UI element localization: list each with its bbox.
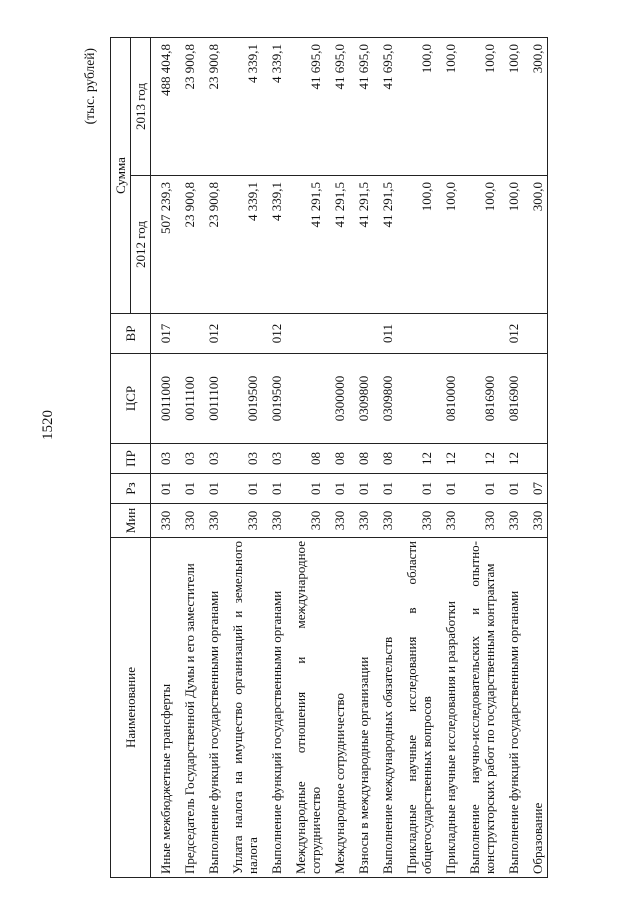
row-vr [436,314,460,354]
row-value-2013: 23 900,8 [199,38,223,176]
header-min: Мин [111,504,151,538]
row-csr: 0300000 [325,354,349,444]
header-pr: ПР [111,444,151,474]
row-min: 330 [223,504,262,538]
header-year-2013: 2013 год [131,38,151,176]
row-min: 330 [436,504,460,538]
row-pr: 08 [349,444,373,474]
header-name: Наименование [111,538,151,878]
row-min: 330 [175,504,199,538]
table-header [111,38,151,878]
row-value-2013: 41 695,0 [286,38,325,176]
row-pr: 08 [373,444,397,474]
table-row [175,38,199,878]
table-row [523,38,548,878]
row-value-2013: 100,0 [436,38,460,176]
table-row [223,38,262,878]
row-rz: 01 [349,474,373,504]
row-rz: 01 [262,474,286,504]
row-min: 330 [397,504,436,538]
table-row [499,38,523,878]
row-csr: 0816900 [499,354,523,444]
row-csr: 0011100 [199,354,223,444]
row-value-2012: 100,0 [397,176,436,314]
row-value-2012: 507 239,3 [151,176,176,314]
row-vr: 011 [373,314,397,354]
row-vr: 017 [151,314,176,354]
row-csr: 0309800 [349,354,373,444]
row-min: 330 [460,504,499,538]
row-name: Взносы в международные организации [349,538,373,878]
table-row [286,38,325,878]
row-min: 330 [325,504,349,538]
row-pr [523,444,548,474]
row-csr [523,354,548,444]
row-value-2013: 41 695,0 [349,38,373,176]
row-min: 330 [349,504,373,538]
row-value-2013: 23 900,8 [175,38,199,176]
row-csr: 0810000 [436,354,460,444]
header-vr: ВР [111,314,151,354]
row-rz: 01 [286,474,325,504]
row-rz: 01 [397,474,436,504]
row-name: Выполнение функций государственными органами [499,538,523,878]
row-vr [460,314,499,354]
row-name: Прикладные научные исследования в области общегосударственных вопросов [397,538,436,878]
row-value-2013: 488 404,8 [151,38,176,176]
row-name: Образование [523,538,548,878]
row-pr: 08 [286,444,325,474]
row-min: 330 [373,504,397,538]
row-value-2013: 300,0 [523,38,548,176]
table-row [349,38,373,878]
row-vr: 012 [199,314,223,354]
row-min: 330 [199,504,223,538]
budget-table [110,37,548,878]
row-name: Выполнение международных обязательств [373,538,397,878]
row-min: 330 [523,504,548,538]
row-csr: 0011000 [151,354,176,444]
row-vr [223,314,262,354]
row-value-2013: 100,0 [397,38,436,176]
row-value-2013: 100,0 [499,38,523,176]
row-value-2012: 41 291,5 [286,176,325,314]
row-pr: 08 [325,444,349,474]
row-value-2013: 4 339,1 [262,38,286,176]
row-vr [175,314,199,354]
row-csr: 0816900 [460,354,499,444]
table-row [151,38,176,878]
row-pr: 12 [397,444,436,474]
row-rz: 01 [499,474,523,504]
row-csr [286,354,325,444]
table-row [199,38,223,878]
row-value-2012: 4 339,1 [223,176,262,314]
row-name: Международные отношения и международное сотрудничество [286,538,325,878]
row-csr: 0011100 [175,354,199,444]
row-min: 330 [286,504,325,538]
row-value-2012: 41 291,5 [373,176,397,314]
header-sum: Сумма [111,38,131,314]
row-min: 330 [151,504,176,538]
table-row [325,38,349,878]
row-name: Выполнение научно-исследовательских и опытно-конструкторских работ по государственным контрактам [460,538,499,878]
row-csr: 0019500 [262,354,286,444]
row-rz: 01 [460,474,499,504]
table-body [151,38,548,878]
row-value-2013: 41 695,0 [325,38,349,176]
row-csr: 0309800 [373,354,397,444]
row-value-2012: 300,0 [523,176,548,314]
row-value-2012: 4 339,1 [262,176,286,314]
table-row [373,38,397,878]
row-min: 330 [262,504,286,538]
row-vr [286,314,325,354]
row-value-2012: 41 291,5 [325,176,349,314]
row-rz: 01 [199,474,223,504]
row-min: 330 [499,504,523,538]
header-year-2012: 2012 год [131,176,151,314]
row-name: Международное сотрудничество [325,538,349,878]
row-name: Выполнение функций государственными органами [262,538,286,878]
row-value-2012: 41 291,5 [349,176,373,314]
row-csr [397,354,436,444]
row-value-2013: 4 339,1 [223,38,262,176]
row-pr: 03 [223,444,262,474]
table-row [262,38,286,878]
rotated-content [76,38,622,878]
page-number: 1520 [40,410,56,440]
row-rz: 01 [151,474,176,504]
row-vr [397,314,436,354]
row-vr [349,314,373,354]
row-pr: 12 [499,444,523,474]
units-label: (тыс. рублей) [82,48,97,125]
row-vr [523,314,548,354]
row-rz: 01 [325,474,349,504]
row-name: Выполнение функций государственными органами [199,538,223,878]
row-csr: 0019500 [223,354,262,444]
row-pr: 12 [460,444,499,474]
row-vr [325,314,349,354]
row-rz: 01 [175,474,199,504]
row-name: Иные межбюджетные трансферты [151,538,176,878]
row-pr: 03 [175,444,199,474]
row-value-2012: 23 900,8 [199,176,223,314]
row-vr: 012 [499,314,523,354]
row-pr: 03 [262,444,286,474]
row-name: Прикладные научные исследования и разработки [436,538,460,878]
row-rz: 01 [436,474,460,504]
row-rz: 01 [223,474,262,504]
row-vr: 012 [262,314,286,354]
row-value-2013: 100,0 [460,38,499,176]
row-value-2012: 23 900,8 [175,176,199,314]
row-name: Уплата налога на имущество организаций и земельного налога [223,538,262,878]
row-pr: 12 [436,444,460,474]
table-row [436,38,460,878]
row-rz: 01 [373,474,397,504]
row-pr: 03 [199,444,223,474]
table-row [397,38,436,878]
row-pr: 03 [151,444,176,474]
row-name: Председатель Государственной Думы и его заместители [175,538,199,878]
row-value-2013: 41 695,0 [373,38,397,176]
row-value-2012: 100,0 [436,176,460,314]
header-csr: ЦСР [111,354,151,444]
table-row [460,38,499,878]
row-rz: 07 [523,474,548,504]
row-value-2012: 100,0 [499,176,523,314]
row-value-2012: 100,0 [460,176,499,314]
header-rz: Рз [111,474,151,504]
